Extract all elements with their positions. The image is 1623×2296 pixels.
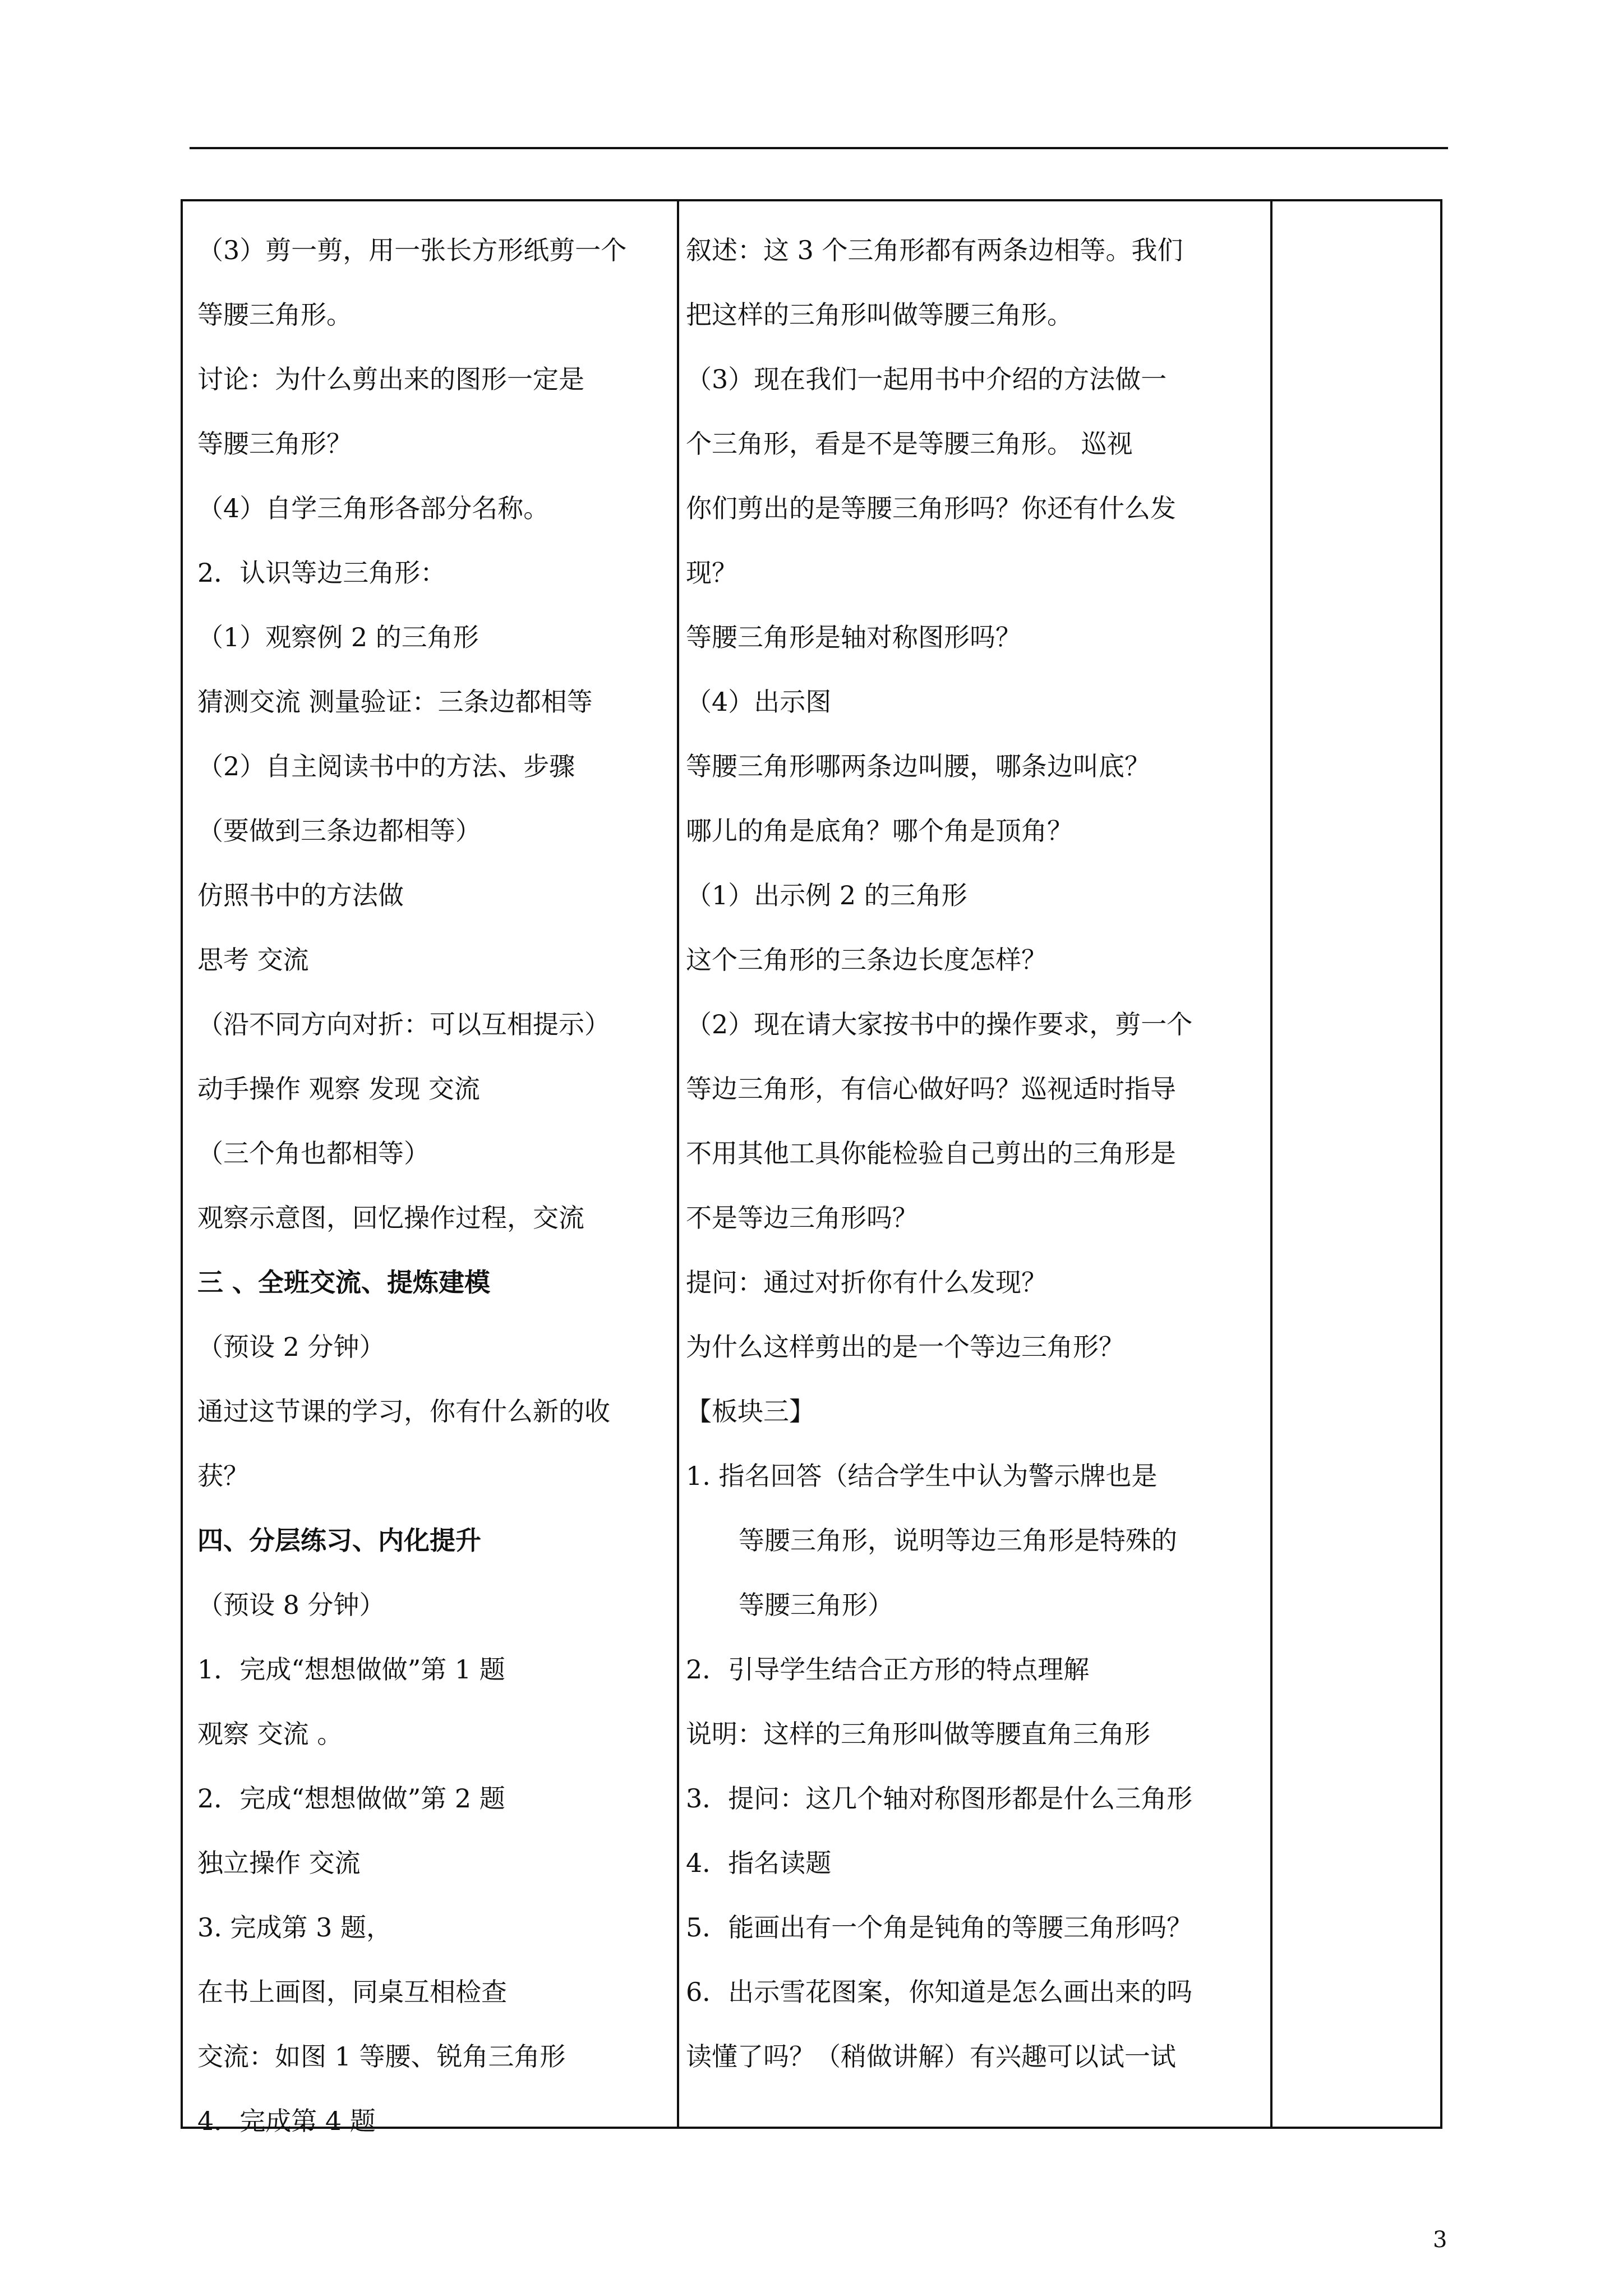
- text-line: 1．完成“想想做做”第 1 题: [197, 1654, 505, 1685]
- text-line: 哪儿的角是底角？哪个角是顶角？: [686, 816, 1073, 846]
- text-line: 获？: [197, 1461, 249, 1491]
- text-line: 在书上画图，同桌互相检查: [197, 1977, 507, 2007]
- text-line: 2．认识等边三角形：: [197, 558, 446, 588]
- header-rule: [190, 147, 1448, 149]
- text-line: 仿照书中的方法做: [197, 880, 404, 910]
- text-line: 等腰三角形）: [739, 1590, 893, 1620]
- text-line: 动手操作 观察 发现 交流: [197, 1074, 480, 1104]
- text-line: （2）现在请大家按书中的操作要求，剪一个: [686, 1009, 1193, 1039]
- text-line: （沿不同方向对折：可以互相提示）: [197, 1009, 610, 1039]
- page-number: 3: [1433, 2227, 1447, 2253]
- text-line: 2．完成“想想做做”第 2 题: [197, 1783, 505, 1814]
- text-line: （4）出示图: [686, 687, 832, 717]
- text-line: （三个角也都相等）: [197, 1138, 430, 1168]
- text-line: 等腰三角形，说明等边三角形是特殊的: [739, 1525, 1177, 1556]
- text-line: （2）自主阅读书中的方法、步骤: [197, 751, 575, 781]
- text-line: （3）现在我们一起用书中介绍的方法做一: [686, 364, 1167, 394]
- text-line: 说明：这样的三角形叫做等腰直角三角形: [686, 1719, 1150, 1749]
- text-line: （预设 8 分钟）: [197, 1590, 385, 1620]
- text-line: 独立操作 交流: [197, 1848, 361, 1878]
- text-line: 三 、全班交流、提炼建模: [197, 1267, 491, 1297]
- text-line: 为什么这样剪出的是一个等边三角形？: [686, 1332, 1124, 1362]
- text-line: 1. 指名回答（结合学生中认为警示牌也是: [686, 1461, 1158, 1491]
- text-line: 观察 交流 。: [197, 1719, 343, 1749]
- text-line: 观察示意图，回忆操作过程，交流: [197, 1203, 584, 1233]
- text-line: 交流：如图 1 等腰、锐角三角形: [197, 2041, 566, 2072]
- text-line: 5．能画出有一个角是钝角的等腰三角形吗？: [686, 1912, 1193, 1943]
- text-line: 等腰三角形？: [197, 429, 352, 459]
- text-line: 【板块三】: [686, 1396, 815, 1427]
- text-line: 讨论：为什么剪出来的图形一定是: [197, 364, 584, 394]
- text-line: 4．指名读题: [686, 1848, 832, 1878]
- text-line: 等边三角形，有信心做好吗？巡视适时指导: [686, 1074, 1176, 1104]
- text-line: （3）剪一剪，用一张长方形纸剪一个: [197, 235, 627, 265]
- text-line: 不用其他工具你能检验自己剪出的三角形是: [686, 1138, 1176, 1168]
- text-line: 4．完成第 4 题: [197, 2106, 376, 2136]
- text-line: 个三角形，看是不是等腰三角形。 巡视: [686, 429, 1133, 459]
- text-line: 等腰三角形。: [197, 300, 352, 330]
- text-line: 通过这节课的学习，你有什么新的收: [197, 1396, 610, 1427]
- text-line: 现？: [686, 558, 737, 588]
- text-line: 2．引导学生结合正方形的特点理解: [686, 1654, 1090, 1685]
- text-line: 6．出示雪花图案，你知道是怎么画出来的吗: [686, 1977, 1193, 2007]
- notes-cell: [1272, 201, 1440, 2127]
- text-line: 叙述：这 3 个三角形都有两条边相等。我们: [686, 235, 1183, 265]
- text-line: 等腰三角形是轴对称图形吗？: [686, 622, 1021, 652]
- teacher-activity-cell: [679, 201, 1270, 2127]
- text-line: 3. 完成第 3 题，: [197, 1912, 393, 1943]
- text-line: （要做到三条边都相等）: [197, 816, 481, 846]
- text-line: 思考 交流: [197, 945, 309, 975]
- lesson-table: [181, 199, 1442, 2136]
- text-line: 3．提问：这几个轴对称图形都是什么三角形: [686, 1783, 1193, 1814]
- text-line: （4）自学三角形各部分名称。: [197, 493, 550, 523]
- text-line: 等腰三角形哪两条边叫腰，哪条边叫底？: [686, 751, 1150, 781]
- text-line: 你们剪出的是等腰三角形吗？你还有什么发: [686, 493, 1176, 523]
- text-line: （1）出示例 2 的三角形: [686, 880, 967, 910]
- text-line: （预设 2 分钟）: [197, 1332, 385, 1362]
- text-line: （1）观察例 2 的三角形: [197, 622, 479, 652]
- text-line: 不是等边三角形吗？: [686, 1203, 918, 1233]
- text-line: 提问：通过对折你有什么发现？: [686, 1267, 1047, 1297]
- text-line: 把这样的三角形叫做等腰三角形。: [686, 300, 1073, 330]
- text-line: 这个三角形的三条边长度怎样？: [686, 945, 1047, 975]
- text-line: 四、分层练习、内化提升: [197, 1525, 481, 1556]
- text-line: 猜测交流 测量验证：三条边都相等: [197, 687, 593, 717]
- text-line: 读懂了吗？（稍做讲解）有兴趣可以试一试: [686, 2041, 1176, 2072]
- student-activity-cell: [183, 201, 677, 2136]
